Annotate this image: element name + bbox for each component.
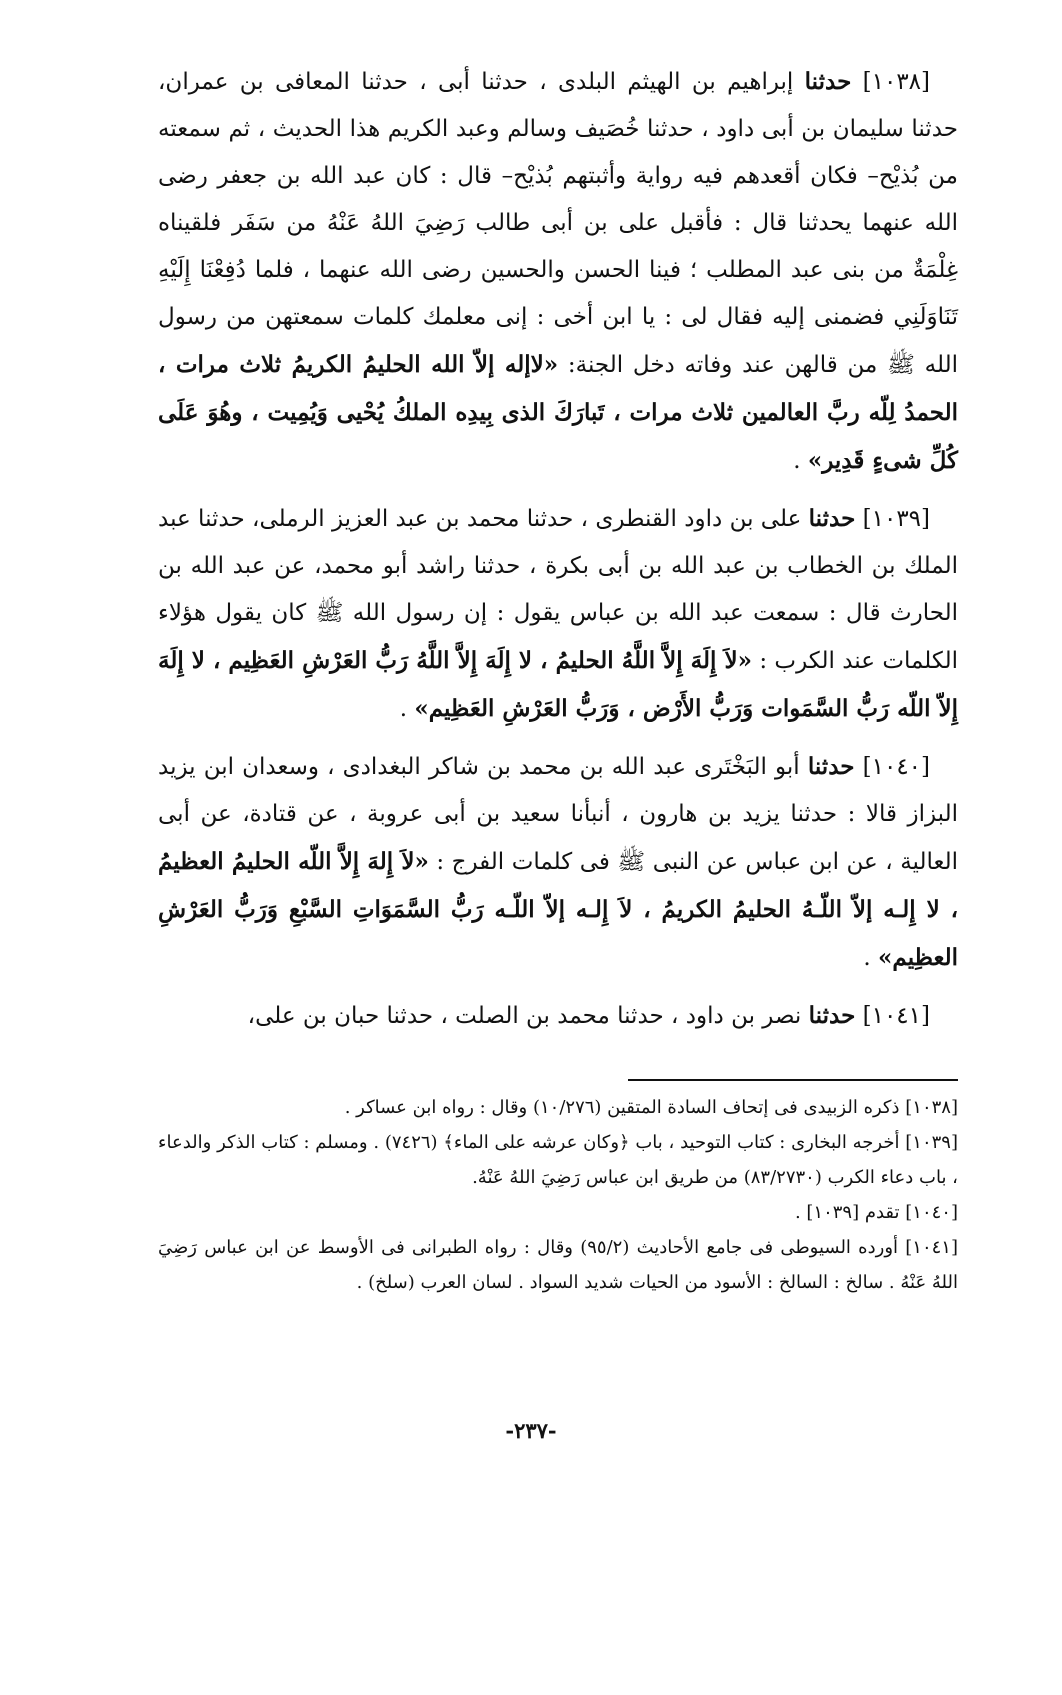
footnote-1040 [158,1195,958,1230]
footnote-text: أخرجه البخارى : كتاب التوحيد ، باب ﴿وكان عرشه على الماء﴾ (٧٤٢٦) . ومسلم : كتاب الذكر والدعاء ، باب دعاء الكرب (٨٣/٢٧٣٠) من طريق ابن عباس رَضِيَ اللهُ عَنْهُ. [158,1132,958,1188]
footnotes [158,1090,958,1300]
hadith-number: [١٠٤٠] [862,754,931,780]
hadith-1038 [158,58,958,485]
footnote-1041 [158,1230,958,1300]
hadith-dua: «لاَ إِلهَ إِلاَّ اللّه الحليمُ العظيمُ ، لا إِلـه إلاّ اللّـهُ الحليمُ الكريمُ ، لاَ إِلـه إلاّ اللّـه رَبُّ السَّمَوَاتِ السَّبْعِ وَرَبُّ العَرْشِ العظِيم» [158,848,958,971]
hadith-1039 [158,495,958,733]
hadith-lead: حدثنا [804,68,852,95]
footnote-text: أورده السيوطى فى جامع الأحاديث (٩٥/٢) وقال : رواه الطبرانى فى الأوسط عن ابن عباس رَضِيَ اللهُ عَنْهُ . سالخ : السالخ : الأسود من الحيات شديد السواد . لسان العرب (سلخ) . [158,1237,958,1293]
hadith-number: [١٠٣٩] [862,506,931,532]
hadith-number: [١٠٣٨] [862,69,931,95]
footnote-divider [628,1079,958,1081]
hadith-dua: «لاإله إلاّ الله الحليمُ الكريمُ ثلاث مرات ، الحمدُ لِلّه ربَّ العالمين ثلاث مرات ، تَبارَكَ الذى بِيدِه الملكُ يُحْيى وَيُمِيت ، وهُوَ عَلَى كُلِّ شىءٍ قَدِير» [158,351,958,474]
hadith-tail: . [793,448,808,474]
hadith-lead: حدثنا [808,505,856,532]
hadith-lead: حدثنا [807,753,855,780]
hadith-1041 [158,992,958,1040]
hadith-body: إبراهيم بن الهيثم البلدى ، حدثنا أبى ، حدثنا المعافى بن عمران، حدثنا سليمان بن أبى داود ، حدثنا خُصَيف وسالم وعبد الكريم هذا الحديث ، ثم سمعته من بُذيْح– فكان أقعدهم فيه رواية وأثبتهم بُذيْح– قال : كان عبد الله بن جعفر رضى الله عنهما يحدثنا قال : فأقبل على بن أبى طالب رَضِيَ اللهُ عَنْهُ من سَفَر فلقيناه غِلْمَةٌ من بنى عبد المطلب ؛ فينا الحسن والحسين رضى الله عنهما ، فلما دُفِعْنَا إِلَيْهِ تَنَاوَلَنِي فضمنى إليه فقال لى : يا ابن أخى : إنى معلمك كلمات سمعتهن من رسول الله ﷺ من قالهن عند وفاته دخل الجنة: [158,69,959,378]
footnote-1038 [158,1090,958,1125]
footnote-1039 [158,1125,958,1195]
hadith-dua: «لاَ إِلَهَ إِلاَّ اللَّهُ الحليمُ ، لا إِلَهَ إِلاَّ اللَّهُ رَبُّ العَرْشِ العَظِيم ، لا إِلَهَ إِلاّ اللّه رَبُّ السَّمَوات وَرَبُّ الأَرْض ، وَرَبُّ العَرْشِ العَظِيم» [158,647,958,722]
footnote-ref: [١٠٣٨] [905,1097,958,1118]
hadith-body: على بن داود القنطرى ، حدثنا محمد بن عبد العزيز الرملى، حدثنا عبد الملك بن الخطاب بن عبد الله بن أبى بكرة ، حدثنا راشد أبو محمد، عن عبد الله بن الحارث قال : سمعت عبد الله بن عباس يقول : إن رسول الله ﷺ كان يقول هؤلاء الكلمات عند الكرب : [158,506,958,674]
footnote-ref: [١٠٤٠] [905,1202,958,1223]
hadith-tail: . [399,696,415,722]
hadith-number: [١٠٤١] [862,1003,930,1029]
footnote-ref: [١٠٣٩] [905,1132,958,1153]
main-text [158,58,958,1050]
footnote-ref: [١٠٤١] [905,1237,958,1258]
hadith-body: أبو البَخْتَرى عبد الله بن محمد بن شاكر البغدادى ، وسعدان ابن يزيد البزاز قالا : حدثنا يزيد بن هارون ، أنبأنا سعيد بن أبى عروبة ، عن قتادة، عن أبى العالية ، عن ابن عباس عن النبى ﷺ فى كلمات الفرج : [158,754,958,875]
hadith-lead: حدثنا [808,1002,856,1029]
footnote-text: ذكره الزبيدى فى إتحاف السادة المتقين (١٠/٢٧٦) وقال : رواه ابن عساكر . [344,1097,900,1118]
hadith-1040 [158,743,958,982]
page-number: -٢٣٧- [505,1418,557,1443]
hadith-tail: . [863,945,879,971]
hadith-body: نصر بن داود ، حدثنا محمد بن الصلت ، حدثنا حبان بن على، [247,1003,802,1029]
footnote-text: تقدم [١٠٣٩] . [794,1202,900,1223]
